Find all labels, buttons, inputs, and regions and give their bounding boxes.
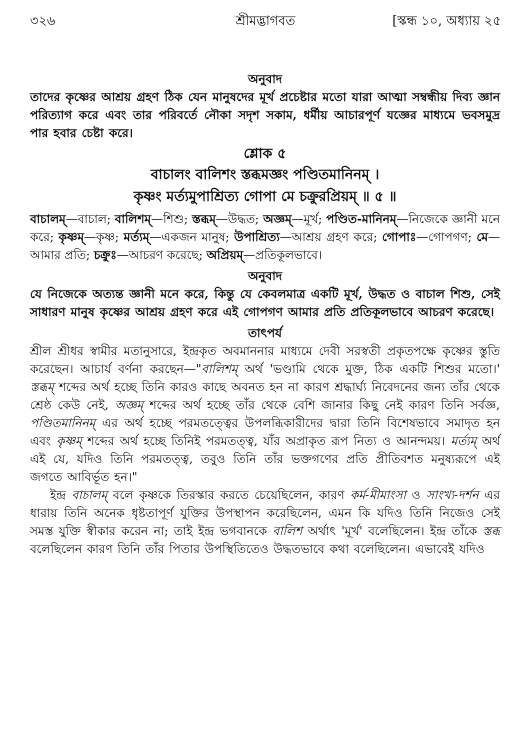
synonym-meaning: —শিশু; [151,212,192,226]
synonym-meaning: —একজন মানুষ; [149,230,235,244]
synonym-meaning: —আচরণ করেছে; [116,248,207,262]
synonym-word: স্তব্ধম্ [191,212,216,226]
synonym-word: বালিশম্ [114,212,152,226]
verse-line-1: বাচালং বালিশং স্তব্ধমজ্ঞং পণ্ডিতমানিনম্ । [150,167,380,183]
synonym-word: পণ্ডিত-মানিনম্ [326,212,397,226]
synonym-word: অপ্রিয়ম্ [206,248,244,262]
synonym-word: চক্রুঃ [93,248,117,262]
synonym-meaning: —নিজেকে জ্ঞানী মনে করে; [30,212,500,244]
synonym-meaning: —মূর্খ; [291,212,327,226]
page-content [30,70,500,558]
purport-heading: তাৎপর্য [248,326,282,340]
page-header [30,12,501,32]
verse-title: শ্লোক ৫ [243,146,287,162]
page-number: ৩২৬ [30,14,56,29]
synonym-word: উপাশ্রিত্য [234,230,280,244]
synonym-meaning: —গোপগণ; [416,230,477,244]
chapter-reference: [স্কন্ধ ১০, অধ্যায় ২৫ [392,14,501,29]
synonym-word: মর্ত্যম্ [123,230,150,244]
prev-translation-heading: অনুবাদ [247,72,283,86]
synonym-meaning: —উদ্ধত; [215,212,264,226]
synonym-word: গোপাঃ [382,230,417,244]
purport-paragraph-2: ইন্দ্র বাচালম্ বলে কৃষ্ণকে তিরস্কার করতে চেয়েছিলেন, কারণ কর্ম-মীমাংসা ও সাংখ্য-দর্শন এর ধারায় তিনি অনেক ধৃষ্টতাপূর্ণ যুক্তির উপস্থাপন করেছিলেন, এমন কি যদিও তিনি নিজেও সেই সমস্ত যুক্তি স্বীকার করেন না; তাই ইন্দ্র ভগবানকে বালিশ অর্থাৎ 'মূর্খ' বলেছিলেন। ইন্দ্র তাঁকে স্তব্ধ বলেছিলেন কারণ তিনি তাঁর পিতার উপস্থিতিতেও উদ্ধতভাবে কথা বলেছিলেন। এভাবেই যদিও [30,488,500,556]
synonym-word: বাচালম্ [30,212,66,226]
synonym-meaning: —বাচাল; [65,212,115,226]
synonyms [30,210,500,264]
synonym-meaning: —আমার প্রতি; [30,230,500,262]
translation-heading: অনুবাদ [247,269,283,283]
synonym-word: কৃষ্ণম্ [58,230,85,244]
prev-translation-text: তাদের কৃষ্ণের আশ্রয় গ্রহণ ঠিক যেন মানুষদের মূর্খ প্রচেষ্টার মতো যারা আত্মা সম্বন্ধীয় দিব্য জ্ঞান পরিত্যাগ করে এবং তার পরিবর্তে নৌকা সদৃশ সকাম, ধর্মীয় আচারপূর্ণ যজ্ঞের মাধ্যমে ভবসমুদ্র পার হবার চেষ্টা করে। [30,90,500,140]
synonym-meaning: —প্রতিকূলভাবে। [243,248,323,262]
synonym-meaning: —কৃষ্ণ; [84,230,124,244]
translation-text: যে নিজেকে অত্যন্ত জ্ঞানী মনে করে, কিন্তু যে কেবলমাত্র একটি মূর্খ, উদ্ধত ও বাচাল শিশু, সেই সাধারণ মানুষ কৃষ্ণের আশ্রয় গ্রহণ করে এই গোপগণ আমার প্রতি প্রতিকূলভাবে আচরণ করেছে। [30,287,500,319]
synonym-meaning: —আশ্রয় গ্রহণ করে; [279,230,382,244]
purport-body [30,342,500,558]
verse-line-2: কৃষ্ণং মর্ত্যমুপাশ্রিত্য গোপা মে চক্রুরপ্রিয়ম্ ॥ ৫ ॥ [133,189,397,205]
book-title: শ্রীমদ্ভাগবত [235,14,296,29]
purport-paragraph-1: শ্রীল শ্রীধর স্বামীর মতানুসারে, ইন্দ্রকৃত অবমাননার মাধ্যমে দেবী সরস্বতী প্রকৃতপক্ষে কৃষ্ণের স্তুতি করেছেন। আচার্য বর্ণনা করছেন—"বালিশম্ অর্থ 'ভণ্ডামি থেকে মুক্ত, ঠিক একটি শিশুর মতো।' স্তব্ধম্ শব্দের অর্থ হচ্ছে তিনি কারও কাছে অবনত হন না কারণ শ্রদ্ধার্ঘ্য নিবেদনের জন্য তাঁর থেকে শ্রেষ্ঠ কেউ নেই, অজ্ঞম্ শব্দের অর্থ হচ্ছে তাঁর থেকে বেশি জানার কিছু নেই কারণ তিনি সর্বজ্ঞ, পণ্ডিতমানিনম্ এর অর্থ হচ্ছে পরমতত্ত্বের উপলব্ধিকারীদের দ্বারা তিনি বিশেষভাবে সমাদৃত হন এবং কৃষ্ণম্ শব্দের অর্থ হচ্ছে তিনিই পরমতত্ত্ব, যাঁর অপ্রাকৃত রূপ নিত্য ও আনন্দময়। মর্ত্যম্ অর্থ এই যে, যদিও তিনি পরমতত্ত্ব, তবুও তিনি তাঁর ভক্তগণের প্রতি প্রীতিবশত মনুষ্যরূপে এই জগতে আবির্ভূত হন।" [30,344,501,484]
synonym-word: মে [476,230,488,244]
synonym-word: অজ্ঞম্ [263,212,292,226]
